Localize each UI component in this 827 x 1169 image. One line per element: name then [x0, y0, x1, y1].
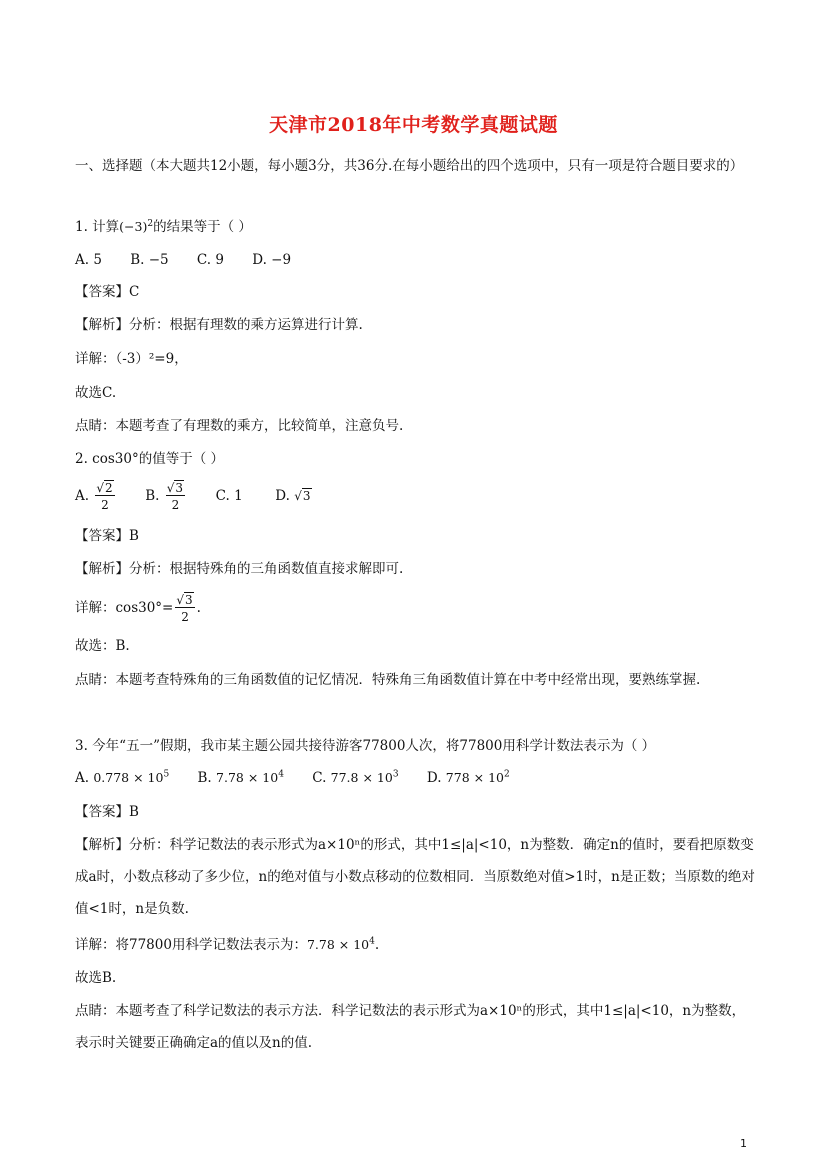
- q2-detail-denominator: 2: [175, 607, 194, 624]
- q3-comment: 点睛：本题考查了科学记数法的表示方法．科学记数法的表示形式为a×10ⁿ的形式，其中1≤|a|<10，n为整数，表示时关键要正确确定a的值以及n的值.: [75, 1003, 746, 1051]
- q2-stem: 2. cos30°的值等于（ ）: [75, 451, 225, 467]
- q2-detail-fraction: $\frac{√3}{2}$: [176, 593, 193, 624]
- q2-option-b-label: B.: [145, 488, 160, 504]
- q3-stem: 3. 今年“五一”假期，我市某主题公园共接待游客77800人次，将77800用科学计数法表示为（ ）: [75, 738, 656, 754]
- q2-option-a: [75, 481, 121, 512]
- q3-option-b-label: B.: [197, 770, 212, 786]
- q3-option-c-exponent: 3: [392, 769, 399, 780]
- q3-detail-mantissa: 7.78 × 10: [306, 937, 370, 952]
- q1-choice: 故选C.: [75, 385, 117, 401]
- q1-answer: 【答案】C: [75, 284, 140, 300]
- q3-option-b: [198, 768, 284, 788]
- q1-option-b: B. −5: [130, 252, 169, 268]
- q3-option-a: [75, 768, 169, 788]
- q1-options: [75, 250, 755, 270]
- q3-option-c-mantissa: 77.8 × 10: [330, 770, 393, 785]
- section-heading: 一、选择题（本大题共12小题，每小题3分，共36分.在每小题给出的四个选项中，只有一项是符合题目要求的）: [75, 158, 744, 174]
- q2-option-a-denominator: 2: [95, 495, 114, 512]
- q3-options: [75, 768, 755, 788]
- q2-answer: 【答案】B: [75, 528, 139, 544]
- q2-option-a-fraction: $\frac{√2}{2}$: [96, 481, 113, 512]
- document-title: 天津市2018年中考数学真题试题: [269, 114, 558, 136]
- q1-stem-prefix: 1. 计算: [75, 219, 120, 235]
- q3-option-b-mantissa: 7.78 × 10: [216, 770, 279, 785]
- q2-option-c: C. 1: [215, 488, 243, 504]
- q3-option-a-label: A.: [75, 770, 90, 786]
- q3-analysis: 【解析】分析：科学记数法的表示形式为a×10ⁿ的形式，其中1≤|a|<10，n为整数．确定n的值时，要看把原数变成a时，小数点移动了多少位，n的绝对值与小数点移动的位数相同．当原数绝对值>1时，n是正数；当原数的绝对值<1时，n是负数.: [75, 837, 755, 917]
- q2-option-d: D. √3: [275, 488, 311, 504]
- q3-detail-exponent: 4: [369, 936, 375, 947]
- q2-analysis: 【解析】分析：根据特殊角的三角函数值直接求解即可.: [75, 561, 404, 577]
- q2-option-a-radicand: 2: [105, 481, 113, 495]
- q1-option-c: C. 9: [196, 252, 224, 268]
- q3-option-d: [427, 768, 510, 788]
- q2-option-a-label: A.: [75, 488, 90, 504]
- page-number: 1: [740, 1137, 747, 1150]
- q3-answer: 【答案】B: [75, 804, 139, 820]
- q1-expression-exponent: 2: [147, 218, 154, 229]
- q3-option-b-exponent: 4: [278, 769, 284, 780]
- q3-detail-suffix: .: [374, 937, 380, 953]
- q2-detail-prefix: 详解：cos30°=: [75, 600, 174, 616]
- q2-option-b-radicand: 3: [175, 481, 184, 495]
- q2-option-b-fraction: $\frac{√3}{2}$: [166, 481, 184, 512]
- q1-analysis: 【解析】分析：根据有理数的乘方运算进行计算.: [75, 317, 363, 333]
- q1-detail: 详解：（-3）²=9，: [75, 351, 188, 367]
- q2-comment: 点睛：本题考查特殊角的三角函数值的记忆情况．特殊角三角函数值计算在中考中经常出现，要熟练掌握.: [75, 672, 701, 688]
- q3-option-c: [312, 768, 398, 788]
- q1-option-a: A. 5: [75, 252, 102, 268]
- q1-comment: 点睛：本题考查了有理数的乘方，比较简单，注意负号.: [75, 418, 404, 434]
- q1-stem-suffix: 的结果等于（ ）: [153, 219, 252, 235]
- q3-choice: 故选B.: [75, 970, 117, 986]
- q1-expression: [119, 219, 153, 234]
- q1-stem: [75, 217, 755, 237]
- q1-expression-base: (−3): [119, 219, 148, 234]
- q2-option-d-label: D.: [275, 488, 290, 504]
- q3-option-c-label: C.: [312, 770, 327, 786]
- q2-option-d-radicand: 3: [302, 489, 311, 503]
- q1-option-d: D. −9: [252, 252, 292, 268]
- q2-detail: [75, 588, 755, 628]
- q2-choice: 故选：B.: [75, 638, 130, 654]
- q3-detail: [75, 935, 755, 955]
- q2-option-b: [145, 481, 191, 512]
- q3-option-a-mantissa: 0.778 × 10: [93, 770, 164, 785]
- q3-detail-prefix: 详解：将77800用科学记数法表示为：: [75, 937, 307, 953]
- q3-option-d-exponent: 2: [503, 769, 510, 780]
- q2-option-b-denominator: 2: [166, 495, 185, 512]
- q3-option-a-exponent: 5: [163, 769, 170, 780]
- q2-detail-suffix: .: [196, 600, 201, 616]
- q2-detail-radicand: 3: [185, 593, 193, 607]
- q3-option-d-mantissa: 778 × 10: [445, 770, 504, 785]
- q3-option-d-label: D.: [426, 770, 442, 786]
- q2-options: [75, 476, 755, 516]
